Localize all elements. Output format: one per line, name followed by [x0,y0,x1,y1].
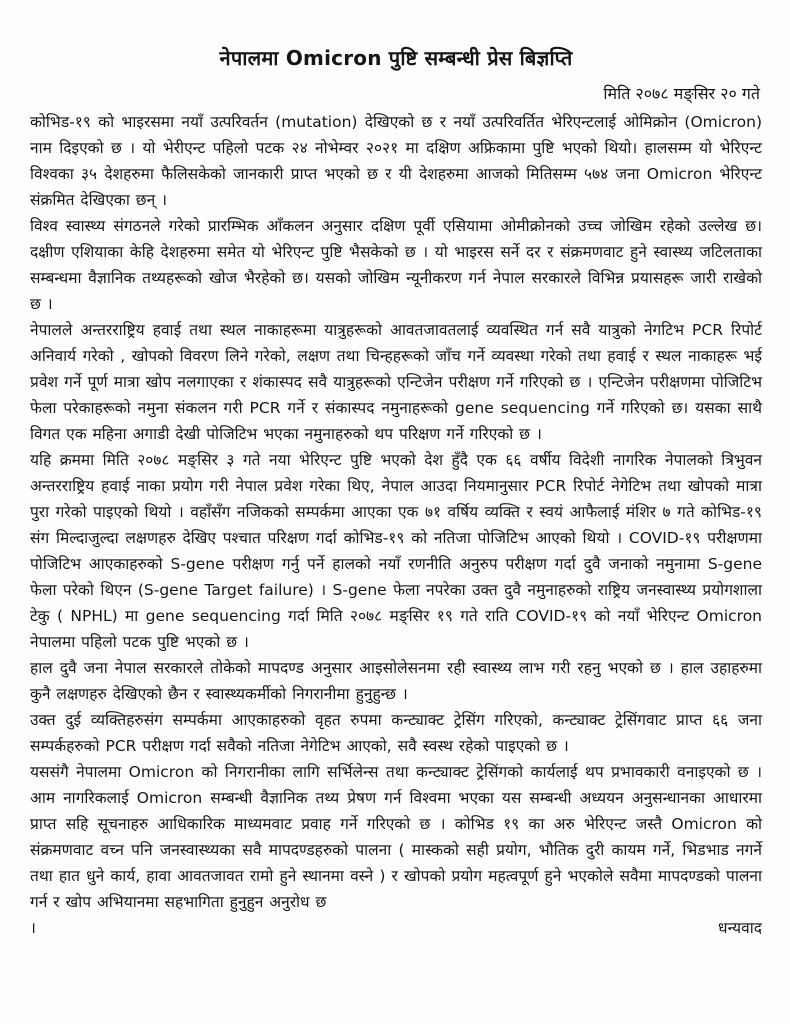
closing-danda: । [30,919,36,937]
paragraph-contact-tracing: उक्त दुई व्यक्तिहरुसंग सम्पर्कमा आएकाहरुको वृहत रुपमा कन्ट्याक्ट ट्रेसिंग गरिएको, कन्ट्याक्ट ट्रेसिंगवाट प्राप्त ६६ जना सम्पर्कहरुको PCR परीक्षण गर्दा सवैको नतिजा नेगेटिभ आएको, सवै स्वस्थ रहेको पाइएको छ । [30,711,762,755]
document-title: नेपालमा Omicron पुष्टि सम्बन्धी प्रेस बिज्ञप्ति [219,46,573,70]
closing-line [30,915,762,941]
document-date: मिति २०७८ मङ्सिर २० गते [603,84,760,103]
paragraph-who-assessment: विश्व स्वास्थ्य संगठनले गरेको प्रारम्भिक आँकलन अनुसार दक्षिण पूर्वी एसियामा ओमीक्रोनको उच्च जोखिम रहेको उल्लेख छ। दक्षीण एशियाका केहि देशहरुमा समेत यो भेरिएन्ट पुष्टि भैसकेको छ । यो भाइरस सर्ने दर र संक्रमणवाट हुने स्वास्थ्य जटिलताका सम्बन्धमा वैज्ञानिक तथ्यहरूको खोज भैरहेको छ। यसको जोखिम न्यूनीकरण गर्न नेपाल सरकारले विभिन्न प्रयासहरू जारी राखेको छ । [30,217,762,313]
paragraph-isolation-status: हाल दुवै जना नेपाल सरकारले तोकेको मापदण्ड अनुसार आइसोलेसनमा रही स्वास्थ्य लाभ गरी रहनु भएको छ । हाल उहाहरुमा कुनै लक्षणहरु देखिएको छैन र स्वास्थ्यकर्मीको निगरानीमा हुनुहुन्छ । [30,659,762,703]
paragraph-border-measures: नेपालले अन्तरराष्ट्रिय हवाई तथा स्थल नाकाहरूमा यात्रुहरूको आवतजावतलाई व्यवस्थित गर्न सवै यात्रुको नेगटिभ PCR रिपोर्ट अनिवार्य गरेको , खोपको विवरण लिने गरेको, लक्षण तथा चिन्हहरूको जाँच गर्ने व्यवस्था गरेको तथा हवाई र स्थल नाकाहरू भई प्रवेश गर्ने पूर्ण मात्रा खोप नलगाएका र शंकास्पद सवै यात्रुहरूको एन्टिजेन परीक्षण गर्ने गरिएको छ । एन्टिजेन परीक्षणमा पोजिटिभ फेला परेकाहरूको नमुना संकलन गरी PCR गर्ने र संकास्पद नमुनाहरूको gene sequencing गर्ने गरिएको छ। यसका साथै विगत एक महिना अगाडी देखी पोजिटिभ भएका नमुनाहरुको थप परिक्षण गर्ने गरिएको छ । [30,321,762,443]
thanks-text: धन्यवाद [718,919,762,937]
paragraph-public-appeal: यससंगै नेपालमा Omicron को निगरानीका लागि सर्भिलेन्स तथा कन्ट्याक्ट ट्रेसिंगको कार्यलाई थप प्रभावकारी वनाइएको छ । आम नागरिकलाई Omicron सम्बन्धी वैज्ञानिक तथ्य प्रेषण गर्न विश्वमा भएका यस सम्बन्धी अध्ययन अनुसन्धानका आधारमा प्राप्त सहि सूचनाहरु आधिकारिक माध्यमवाट प्रवाह गर्ने गरिएको छ । कोभिड १९ का अरु भेरिएन्ट जस्तै Omicron को संक्रमणवाट वच्न पनि जनस्वास्थ्यका सवै मापदण्डहरुको पालना ( मास्कको सही प्रयोग, भौतिक दुरी कायम गर्ने, भिडभाड नगर्ने तथा हात धुने कार्य, हावा आवतजावत रामो हुने स्थानमा वस्ने ) र खोपको प्रयोग महत्वपूर्ण हुने भएकोले सवैमा मापदण्डको पालना गर्न र खोप अभियानमा सहभागिता हुनुहुन अनुरोध छ [30,763,762,911]
paragraph-virus-mutation: कोभिड-१९ को भाइरसमा नयाँ उत्परिवर्तन (mutation) देखिएको छ र नयाँ उत्परिवर्तित भेरिएन्टलाई ओमिक्रोन (Omicron) नाम दिइएको छ । यो भेरीएन्ट पहिलो पटक २४ नोभेम्वर २०२१ मा दक्षिण अफ्रिकामा पुष्टि भएको थियो। हालसम्म यो भेरिएन्ट विश्वका ३५ देशहरुमा फैलिसकेको जानकारी प्राप्त भएको छ र यी देशहरुमा आजको मितिसम्म ५७४ जना Omicron भेरिएन्ट संक्रमित देखिएका छन् । [30,113,762,209]
paragraph-case-detection: यहि क्रममा मिति २०७८ मङ्सिर ३ गते नया भेरिएन्ट पुष्टि भएको देश हुँदै एक ६६ वर्षीय विदेशी नागरिक नेपालको त्रिभुवन अन्तरराष्ट्रिय हवाई नाका प्रयोग गरी नेपाल प्रवेश गरेका थिए, नेपाल आउदा नियमानुसार PCR रिपोर्ट नेगेटिभ तथा खोपको मात्रा पुरा गरेको पाइएको थियो । वहाँसँग नजिकको सम्पर्कमा आएका एक ७१ वर्षिय व्यक्ति र स्वयं आफैलाई मंशिर ७ गते कोभिड-१९ संग मिल्दाजुल्दा लक्षणहरु देखिए पश्चात परिक्षण गर्दा कोभिड-१९ को नतिजा पोजिटिभ आएको थियो । COVID-१९ परीक्षणमा पोजिटिभ आएकाहरुको S-gene परीक्षण गर्नु पर्ने हालको नयाँ रणनीति अनुरुप परीक्षण गर्दा दुवै जनाको नमुनामा S-gene फेला परेको थिएन (S-gene Target failure) । S-gene फेला नपरेका उक्त दुवै नमुनाहरुको राष्ट्रिय जनस्वास्थ्य प्रयोगशाला टेकु ( NPHL) मा gene sequencing गर्दा मिति २०७८ मङ्सिर १९ गते राति COVID-१९ को नयाँ भेरिएन्ट Omicron नेपालमा पहिलो पटक पुष्टि भएको छ । [30,451,762,651]
